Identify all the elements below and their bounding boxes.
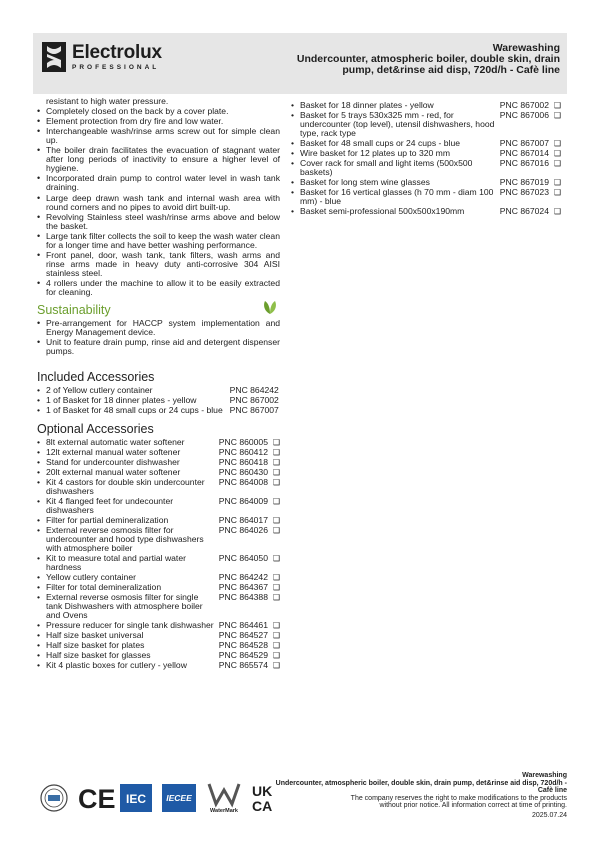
- brand-name: Electrolux: [72, 42, 162, 63]
- bullet: •: [37, 620, 41, 631]
- left-column: [37, 97, 280, 671]
- accessory-name: Filter for partial demineralization: [46, 515, 169, 526]
- accessory-name: Basket for long stem wine glasses: [300, 177, 430, 187]
- certification-logos: [40, 782, 290, 814]
- checkbox-icon[interactable]: ❑: [272, 468, 280, 478]
- list-item: • The boiler drain facilitates the evacuation of stagnant water after long periods of inactivity to ensure a higher level of hygiene.: [37, 146, 280, 173]
- accessory-name: Kit to measure total and partial water hardness: [46, 553, 186, 573]
- list-item: • Front panel, door, wash tank, tank filters, wash arms and rinse arms made in heavy duty anti-corrosive 304 AISI stainless steel.: [37, 251, 280, 278]
- accessory-pnc: PNC 864529: [218, 650, 268, 661]
- bullet: •: [37, 553, 41, 564]
- accessory-row: [37, 497, 280, 516]
- accessory-pnc: PNC 864017: [218, 515, 268, 526]
- bullet: •: [291, 100, 295, 110]
- accessory-pnc: PNC 860412: [218, 447, 268, 458]
- checkbox-icon[interactable]: ❑: [272, 583, 280, 593]
- bullet: •: [37, 572, 41, 583]
- checkbox-icon[interactable]: ❑: [272, 621, 280, 631]
- accessory-name: 12lt external manual water softener: [46, 447, 181, 458]
- list-item: • Pre-arrangement for HACCP system implementation and Energy Management device.: [37, 319, 280, 337]
- accessory-pnc: PNC 864008: [218, 477, 268, 488]
- accessory-name: Basket for 5 trays 530x325 mm - red, for undercounter (top level), utensil dishwashers, hood type, rack type: [300, 110, 495, 138]
- accessory-name: Basket for 18 dinner plates - yellow: [300, 100, 434, 110]
- list-item: • Large tank filter collects the soil to keep the wash water clean for a longer time and have better washing performance.: [37, 232, 280, 250]
- accessory-name: Cover rack for small and light items (500x500 baskets): [300, 158, 473, 177]
- right-column: [291, 101, 561, 217]
- list-item: resistant to high water pressure.: [46, 96, 169, 106]
- checkbox-icon[interactable]: ❑: [272, 526, 280, 536]
- list-item: • Interchangeable wash/rinse arms screw out for simple clean up.: [37, 127, 280, 145]
- bullet: •: [37, 582, 41, 593]
- accessory-name: 2 of Yellow cutlery container: [46, 385, 153, 396]
- sustainability-heading: Sustainability: [37, 302, 111, 317]
- accessory-name: Filter for total demineralization: [46, 582, 162, 593]
- accessory-row: [37, 478, 280, 497]
- accessory-row: [291, 111, 561, 139]
- accessory-pnc: PNC 867019: [499, 177, 549, 187]
- bullet: •: [291, 177, 295, 187]
- accessory-row: [291, 159, 561, 178]
- bullet: •: [37, 592, 41, 603]
- accessory-pnc: PNC 860005: [218, 437, 268, 448]
- bullet: •: [37, 650, 41, 661]
- electrolux-mark-icon: [42, 42, 66, 72]
- checkbox-icon[interactable]: ❑: [553, 101, 561, 110]
- checkbox-icon[interactable]: ❑: [272, 651, 280, 661]
- accessory-name: 8lt external automatic water softener: [46, 437, 185, 448]
- accessory-pnc: PNC 864242: [218, 572, 268, 583]
- iecee-text: IECEE: [166, 793, 192, 803]
- accessory-pnc: PNC 864050: [218, 553, 268, 564]
- leaf-icon: [262, 299, 278, 315]
- list-item: • Revolving Stainless steel wash/rinse arms above and below the basket.: [37, 213, 280, 231]
- accessory-name: External reverse osmosis filter for undercounter and hood type dishwashers with atmosphere boiler: [46, 525, 204, 554]
- accessory-name: 1 of Basket for 48 small cups or 24 cups - blue: [46, 405, 223, 416]
- bullet: •: [37, 405, 41, 416]
- list-item: • Large deep drawn wash tank and internal wash area with round corners and no pipes to avoid dirt built-up.: [37, 194, 280, 212]
- accessory-pnc: PNC 867007: [499, 138, 549, 148]
- footer-product: Undercounter, atmospheric boiler, double skin, drain pump, det&rinse aid disp, 720d/h - Cafè line: [275, 779, 567, 794]
- electrolux-seal-icon: [40, 784, 68, 812]
- sustainability-list: [37, 319, 280, 356]
- bullet: •: [291, 148, 295, 158]
- bullet: •: [37, 385, 41, 396]
- accessory-pnc: PNC 864528: [218, 640, 268, 651]
- watermark-logo-icon: [206, 782, 242, 814]
- checkbox-icon[interactable]: ❑: [272, 631, 280, 641]
- ukca-top-text: UK: [252, 783, 273, 799]
- optional-accessories-table: [37, 438, 280, 671]
- iec-logo-icon: [120, 784, 152, 812]
- bullet: •: [37, 395, 41, 406]
- ukca-bottom-text: CA: [252, 798, 273, 814]
- bullet: •: [37, 447, 41, 458]
- ce-mark-icon: [78, 784, 116, 814]
- footer-category: Warewashing: [522, 772, 567, 779]
- bullet: •: [291, 110, 295, 120]
- accessory-name: Kit 4 plastic boxes for cutlery - yellow: [46, 660, 187, 671]
- accessory-row: [37, 406, 280, 416]
- accessory-name: Stand for undercounter dishwasher: [46, 457, 180, 468]
- bullet: •: [37, 457, 41, 468]
- bullet: •: [37, 467, 41, 478]
- brand-sub: PROFESSIONAL: [72, 64, 160, 71]
- bullet: •: [37, 515, 41, 526]
- accessory-pnc: PNC 860430: [218, 467, 268, 478]
- accessory-row: [37, 554, 280, 573]
- features-list: [37, 97, 280, 297]
- accessory-name: Wire basket for 12 plates up to 320 mm: [300, 148, 450, 158]
- checkbox-icon[interactable]: ❑: [553, 111, 561, 120]
- bullet: •: [37, 660, 41, 671]
- accessory-pnc: PNC 860418: [218, 457, 268, 468]
- header-bar: [33, 33, 567, 94]
- accessory-name: Pressure reducer for single tank dishwasher: [46, 620, 214, 631]
- accessory-name: 1 of Basket for 18 dinner plates - yellow: [46, 395, 197, 406]
- checkbox-icon[interactable]: ❑: [272, 661, 280, 671]
- checkbox-icon[interactable]: ❑: [553, 207, 561, 216]
- title-category: Warewashing: [492, 42, 560, 54]
- optional-heading: Optional Accessories: [37, 422, 154, 437]
- accessory-name: 20lt external manual water softener: [46, 467, 181, 478]
- bullet: •: [291, 206, 295, 216]
- list-item: • 4 rollers under the machine to allow it to be easily extracted for cleaning.: [37, 279, 280, 297]
- accessory-pnc: PNC 864009: [218, 496, 268, 507]
- iecee-logo-icon: [162, 784, 196, 812]
- accessory-row: [37, 526, 280, 554]
- checkbox-icon[interactable]: ❑: [272, 497, 280, 507]
- accessory-row: [291, 188, 561, 207]
- footer-notice-2: without prior notice. All information correct at time of printing.: [379, 802, 567, 809]
- checkbox-icon[interactable]: ❑: [553, 149, 561, 158]
- accessory-name: Basket for 48 small cups or 24 cups - blue: [300, 138, 461, 148]
- bullet: •: [37, 496, 41, 507]
- included-accessories-table: [37, 386, 280, 416]
- bullet: •: [37, 640, 41, 651]
- accessory-pnc: PNC 864388: [218, 592, 268, 603]
- checkbox-icon[interactable]: ❑: [272, 458, 280, 468]
- footer-date: 2025.07.24: [531, 812, 567, 819]
- bullet: •: [37, 437, 41, 448]
- accessory-row: [37, 593, 280, 621]
- accessory-name: Basket for 16 vertical glasses (h 70 mm - diam 100 mm) - blue: [300, 187, 494, 206]
- checkbox-icon[interactable]: ❑: [272, 573, 280, 583]
- bullet: •: [37, 525, 41, 536]
- bullet: •: [37, 477, 41, 488]
- footer-notice-1: The company reserves the right to make modifications to the products: [350, 794, 567, 802]
- accessory-pnc: PNC 867016: [499, 158, 549, 168]
- list-item: • Unit to feature drain pump, rinse aid and detergent dispenser pumps.: [37, 338, 280, 356]
- checkbox-icon[interactable]: ❑: [272, 438, 280, 448]
- accessory-pnc: PNC 864026: [218, 525, 268, 536]
- checkbox-icon[interactable]: ❑: [272, 516, 280, 526]
- accessory-pnc: PNC 864367: [218, 582, 268, 593]
- accessory-pnc: PNC 867002: [229, 395, 279, 406]
- included-heading: Included Accessories: [37, 370, 155, 385]
- checkbox-icon[interactable]: ❑: [272, 593, 280, 603]
- accessory-name: Half size basket for glasses: [46, 650, 151, 661]
- checkbox-icon[interactable]: ❑: [553, 178, 561, 187]
- list-item: • Incorporated drain pump to control water level in wash tank draining.: [37, 174, 280, 192]
- checkbox-icon[interactable]: ❑: [272, 554, 280, 564]
- accessory-pnc: PNC 864242: [229, 385, 279, 396]
- accessory-name: Kit 4 flanged feet for undecounter dishwashers: [46, 496, 174, 516]
- ce-text: CE: [78, 784, 116, 814]
- checkbox-icon[interactable]: ❑: [553, 159, 561, 168]
- bullet: •: [291, 138, 295, 148]
- accessory-pnc: PNC 865574: [218, 660, 268, 671]
- accessory-pnc: PNC 867023: [499, 187, 549, 197]
- title-product: Undercounter, atmospheric boiler, double skin, drain pump, det&rinse aid disp, 720d/h - Cafè line: [296, 53, 560, 76]
- accessory-pnc: PNC 867007: [229, 405, 279, 416]
- accessory-pnc: PNC 864527: [218, 630, 268, 641]
- accessory-pnc: PNC 864461: [218, 620, 268, 631]
- checkbox-icon[interactable]: ❑: [553, 188, 561, 197]
- list-item: • Completely closed on the back by a cover plate.: [37, 107, 280, 116]
- checkbox-icon[interactable]: ❑: [272, 478, 280, 488]
- iec-text: IEC: [125, 792, 147, 806]
- accessory-pnc: PNC 867024: [499, 206, 549, 216]
- accessory-row: [37, 661, 280, 671]
- accessory-name: Yellow cutlery container: [46, 572, 136, 583]
- checkbox-icon[interactable]: ❑: [272, 641, 280, 651]
- accessory-pnc: PNC 867006: [499, 110, 549, 120]
- checkbox-icon[interactable]: ❑: [553, 139, 561, 148]
- accessory-name: External reverse osmosis filter for single tank Dishwashers with atmosphere boiler and Ovens: [46, 592, 203, 621]
- bullet: •: [291, 158, 295, 168]
- bullet: •: [291, 187, 295, 197]
- accessory-pnc: PNC 867002: [499, 100, 549, 110]
- watermark-text: WaterMark: [210, 808, 238, 814]
- footer-text: [267, 772, 567, 810]
- accessory-name: Half size basket universal: [46, 630, 144, 641]
- list-item: • Element protection from dry fire and low water.: [37, 117, 280, 126]
- bullet: •: [37, 630, 41, 641]
- accessory-pnc: PNC 867014: [499, 148, 549, 158]
- page-title: [280, 43, 560, 76]
- accessory-row: [291, 207, 561, 217]
- accessory-name: Kit 4 castors for double skin undercounter dishwashers: [46, 477, 205, 497]
- electrolux-logo: [42, 42, 162, 72]
- accessory-name: Basket semi-professional 500x500x190mm: [300, 206, 465, 216]
- checkbox-icon[interactable]: ❑: [272, 448, 280, 458]
- optional-accessories-table-continued: [291, 101, 561, 217]
- accessory-name: Half size basket for plates: [46, 640, 145, 651]
